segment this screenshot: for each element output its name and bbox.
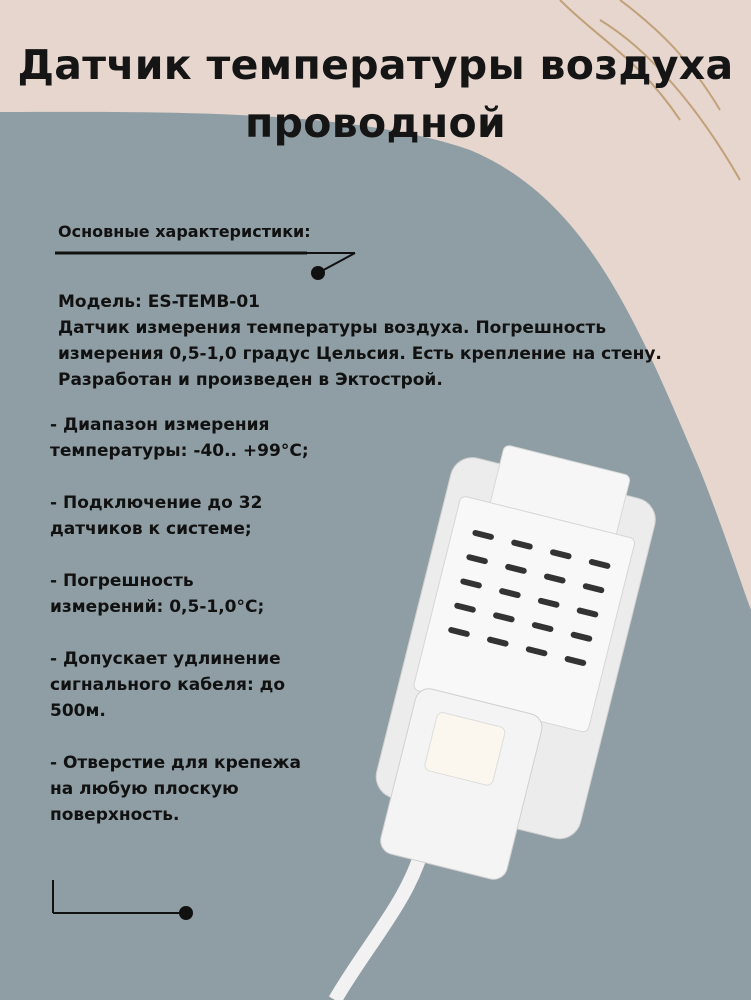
feature-item: - Допускает удлинение сигнального кабеля: до 500м.	[50, 649, 286, 721]
feature-item: - Диапазон измерения температуры: -40.. +99°С;	[50, 415, 309, 461]
feature-item: - Подключение до 32 датчиков к системе;	[50, 493, 263, 539]
product-description	[58, 289, 678, 393]
title-line-2: проводной	[245, 99, 506, 147]
title-line-1: Датчик температуры воздуха	[17, 41, 734, 89]
description-text: Датчик измерения температуры воздуха. Погрешность измерения 0,5-1,0 градус Цельсия. Есть крепление на стену. Разработан и произведен в Эктострой.	[58, 318, 662, 390]
heading-underline	[55, 253, 355, 280]
corner-bracket	[53, 880, 193, 920]
feature-item: - Погрешность измерений: 0,5-1,0°С;	[50, 571, 265, 617]
feature-item: - Отверстие для крепежа на любую плоскую поверхность.	[50, 753, 301, 825]
section-heading: Основные характеристики:	[58, 222, 311, 241]
sensor-cable	[335, 840, 425, 1000]
feature-list	[50, 412, 310, 854]
model-line: Модель: ES-TEMB-01	[58, 292, 260, 312]
sensor-device-image	[310, 440, 690, 1000]
